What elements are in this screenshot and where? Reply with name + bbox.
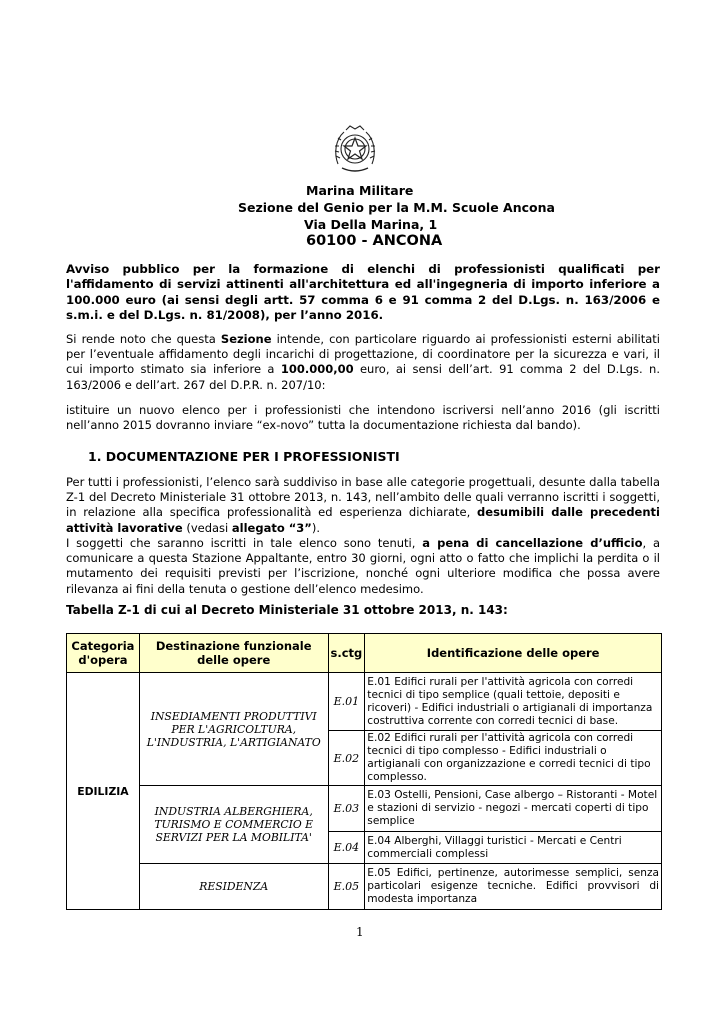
subcategory-cell: E.03 xyxy=(328,786,365,832)
paragraph-1: Si rende noto che questa Sezione intende, con particolare riguardo ai professionisti esterni abilitati per l’eventuale affidamento degli incarichi di progettazione, di coordinatore per la sicurezza e vari, il cui importo stimato sia inferiore a 100.000,00 euro, ai sensi dell’art. 91 comma 2 del D.Lgs. n. 163/2006 e dell’art. 267 del D.P.R. n. 207/10: xyxy=(66,332,660,392)
table-row xyxy=(67,673,662,731)
categories-table xyxy=(66,633,662,910)
italian-republic-emblem-icon xyxy=(332,124,378,176)
destination-cell: INSEDIAMENTI PRODUTTIVI PER L'AGRICOLTURA, L'INDUSTRIA, L'ARTIGIANATO xyxy=(139,673,328,786)
subcategory-cell: E.04 xyxy=(328,832,365,864)
category-cell: EDILIZIA xyxy=(67,673,140,910)
table-title: Tabella Z-1 di cui al Decreto Ministeriale 31 ottobre 2013, n. 143: xyxy=(66,603,508,617)
section-heading: 1. DOCUMENTAZIONE PER I PROFESSIONISTI xyxy=(88,449,400,464)
identification-cell: E.02 Edifici rurali per l'attività agricola con corredi tecnici di tipo complesso - Edifici industriali o artigianali con organizzazione e corredi tecnici di tipo complesso. xyxy=(365,731,662,786)
header-line-1: Marina Militare xyxy=(306,183,414,198)
paragraph-2: istituire un nuovo elenco per i professionisti che intendono iscriversi nell’anno 2016 (gli iscritti nell’anno 2015 dovranno inviare “ex-novo” tutta la documentazione richiesta dal bando). xyxy=(66,403,660,433)
header-category: Categoria d'opera xyxy=(67,634,140,673)
destination-cell: INDUSTRIA ALBERGHIERA, TURISMO E COMMERCIO E SERVIZI PER LA MOBILITA' xyxy=(139,786,328,864)
subcategory-cell: E.05 xyxy=(328,864,365,910)
identification-cell: E.05 Edifici, pertinenze, autorimesse semplici, senza particolari esigenze tecniche. Edifici provvisori di modesta importanza xyxy=(365,864,662,910)
identification-cell: E.01 Edifici rurali per l'attività agricola con corredi tecnici di tipo semplice (quali tettoie, depositi e ricoveri) - Edifici industriali o artigianali di importanza costruttiva corrente con corredi tecnici di base. xyxy=(365,673,662,731)
header-identification: Identificazione delle opere xyxy=(365,634,662,673)
table-row xyxy=(67,786,662,832)
page-number: 1 xyxy=(356,925,364,939)
header-subcategory: s.ctg xyxy=(328,634,365,673)
header-line-4: 60100 - ANCONA xyxy=(306,233,443,249)
header-line-2: Sezione del Genio per la M.M. Scuole Ancona xyxy=(238,200,555,215)
header-line-3: Via Della Marina, 1 xyxy=(304,217,438,232)
paragraph-4: I soggetti che saranno iscritti in tale elenco sono tenuti, a pena di cancellazione d’ufficio, a comunicare a questa Stazione Appaltante, entro 30 giorni, ogni atto o fatto che implichi la perdita o il mutamento dei requisiti previsti per l’iscrizione, nonché ogni ulteriore modifica che possa avere rilevanza ai fini della tenuta o gestione dell’elenco medesimo. xyxy=(66,536,661,596)
subcategory-cell: E.02 xyxy=(328,731,365,786)
identification-cell: E.04 Alberghi, Villaggi turistici - Mercati e Centri commerciali complessi xyxy=(365,832,662,864)
paragraph-3: Per tutti i professionisti, l’elenco sarà suddiviso in base alle categorie progettuali, desunte dalla tabella Z-1 del Decreto Ministeriale 31 ottobre 2013, n. 143, nell’ambito delle quali verranno iscritti i soggetti, in relazione alla specifica professionalità ed esperienza dichiarate, desumibili dalle precedenti attività lavorative (vedasi allegato “3”). xyxy=(66,475,660,535)
table-header-row xyxy=(67,634,662,673)
subcategory-cell: E.01 xyxy=(328,673,365,731)
identification-cell: E.03 Ostelli, Pensioni, Case albergo – Ristoranti - Motel e stazioni di servizio - negozi - mercati coperti di tipo semplice xyxy=(365,786,662,832)
table-row xyxy=(67,864,662,910)
header-destination: Destinazione funzionale delle opere xyxy=(139,634,328,673)
destination-cell: RESIDENZA xyxy=(139,864,328,910)
notice-title: Avviso pubblico per la formazione di elenchi di professionisti qualificati per l'affidamento di servizi attinenti all'architettura ed all'ingegneria di importo inferiore a 100.000 euro (ai sensi degli artt. 57 comma 6 e 91 comma 2 del D.Lgs. n. 163/2006 e s.m.i. e del D.Lgs. n. 81/2008), per l’anno 2016. xyxy=(66,262,660,323)
